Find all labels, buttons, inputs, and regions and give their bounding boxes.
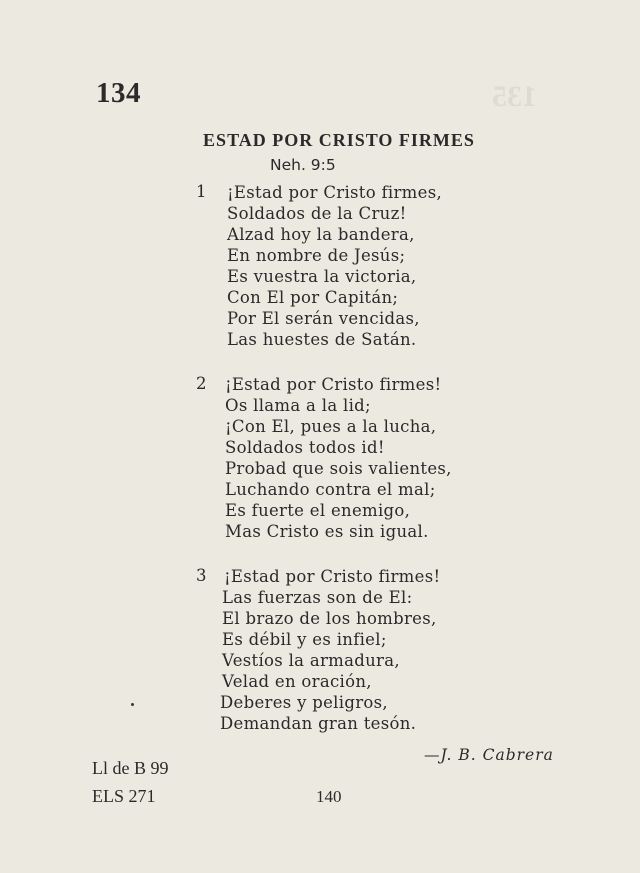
verse-line: Probad que sois valientes, (225, 459, 452, 478)
verse-line: Os llama a la lid; (225, 396, 371, 415)
verse-line: Soldados de la Cruz! (227, 204, 407, 223)
verse-line: Soldados todos id! (225, 438, 385, 457)
stanza-number: 2 (196, 374, 207, 393)
hymnal-reference-2: ELS 271 (92, 786, 156, 806)
hymnal-reference-1: Ll de B 99 (92, 758, 169, 778)
verse-line: Vestíos la armadura, (222, 651, 400, 670)
hymn-title: ESTAD POR CRISTO FIRMES (203, 130, 475, 150)
verse-line: Velad en oración, (222, 672, 372, 691)
hymn-number: 134 (96, 77, 141, 109)
verse-line: Demandan gran tesón. (220, 714, 417, 733)
verse-line: Las fuerzas son de El: (222, 588, 413, 607)
verse-line: Por El serán vencidas, (227, 309, 420, 328)
author-credit: —J. B. Cabrera (424, 746, 554, 764)
verse-line: ¡Estad por Cristo firmes! (224, 567, 441, 586)
verse-line: Es fuerte el enemigo, (225, 501, 411, 520)
verse-line: Es débil y es infiel; (222, 630, 387, 649)
verse-line: Las huestes de Satán. (227, 330, 417, 349)
verse-line: Es vuestra la victoria, (227, 267, 417, 286)
stanza-number: 1 (196, 182, 207, 201)
verse-line: Deberes y peligros, (220, 693, 388, 712)
scripture-reference: Neh. 9:5 (270, 156, 336, 174)
bleed-through-number: 135 (492, 80, 537, 113)
verse-line: ¡Estad por Cristo firmes, (227, 183, 443, 202)
verse-line: En nombre de Jesús; (227, 246, 406, 265)
verse-line: Alzad hoy la bandera, (227, 225, 415, 244)
verse-line: El brazo de los hombres, (222, 609, 437, 628)
verse-line: Con El por Capitán; (227, 288, 399, 307)
stanza-number: 3 (196, 566, 207, 585)
verse-line: ¡Con El, pues a la lucha, (225, 417, 437, 436)
verse-line: Luchando contra el mal; (225, 480, 436, 499)
ink-speck (131, 703, 134, 706)
page-number: 140 (316, 787, 342, 806)
verse-line: ¡Estad por Cristo firmes! (225, 375, 442, 394)
verse-line: Mas Cristo es sin igual. (225, 522, 429, 541)
